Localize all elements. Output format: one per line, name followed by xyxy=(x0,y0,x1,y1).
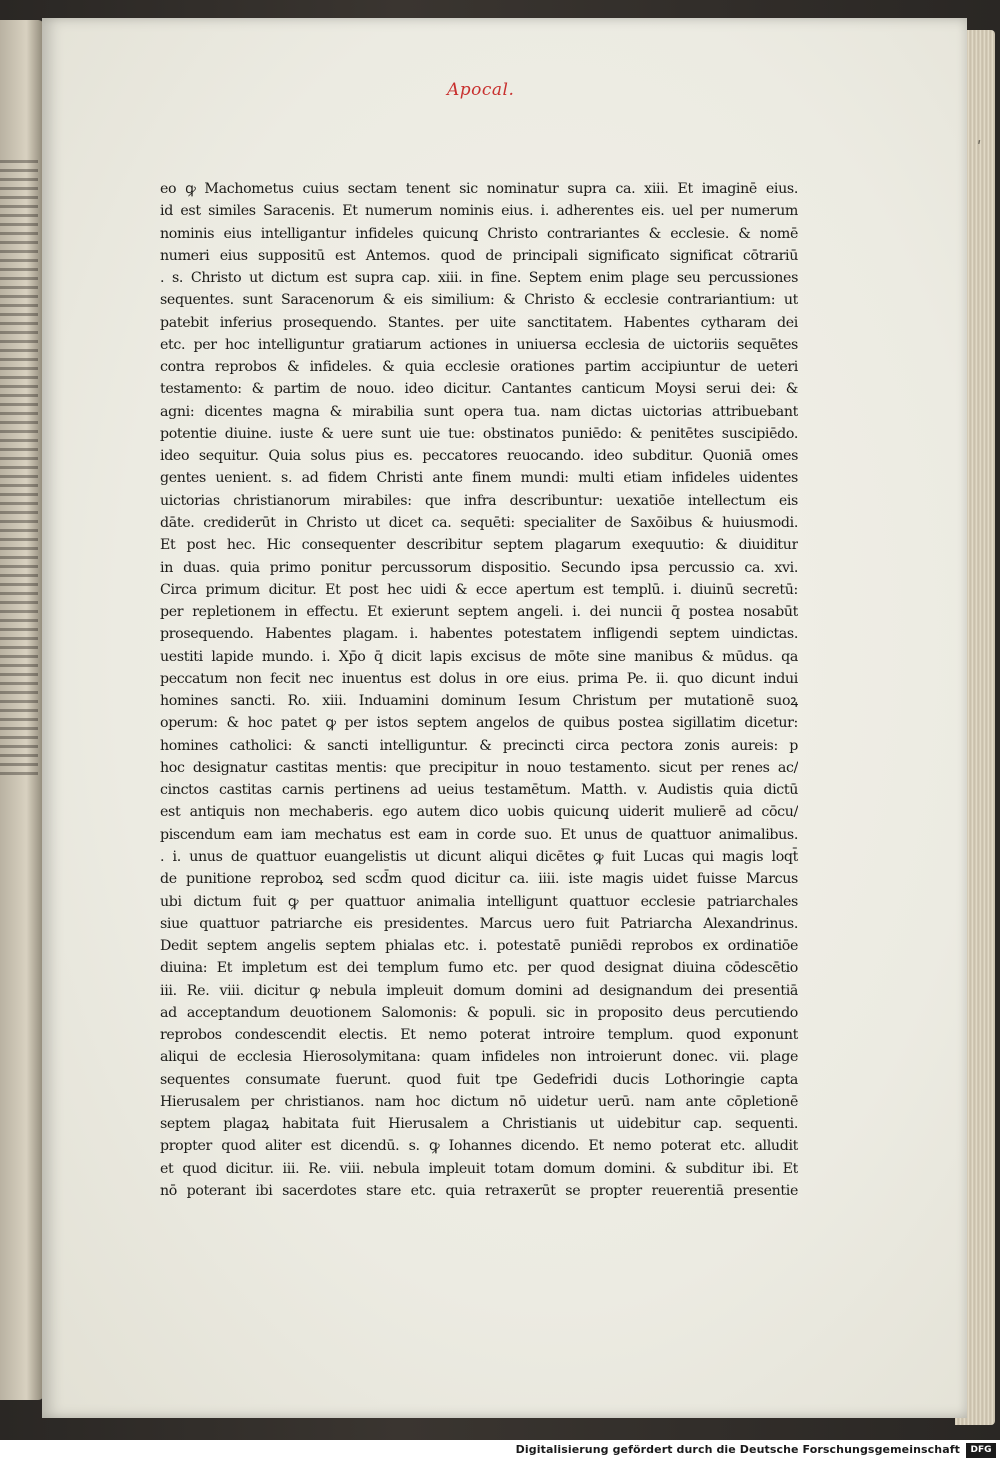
text-line: . i. unus de quattuor euangelistis ut dicunt aliqui dicētes ꝙ fuit Lucas qui magis loqt̄ xyxy=(160,848,798,865)
text-line: prosequendo. Habentes plagam. i. habentes potestatem infligendi septem uindictas. xyxy=(160,626,798,643)
text-line: id est similes Saracenis. Et numerum nominis eius. i. adherentes eis. uel per numerum xyxy=(160,203,798,220)
text-line: agni: dicentes magna & mirabilia sunt opera tua. nam dictas uictorias attribuebant xyxy=(160,403,798,420)
text-line: propter quod aliter est dicendū. s. ꝙ Iohannes dicendo. Et nemo poterat etc. alludit xyxy=(160,1138,798,1155)
text-line: dāte. crediderūt in Christo ut dicet ca. sequēti: specialiter de Saxōibus & huiusmodi. xyxy=(160,514,798,531)
text-line: piscendum eam iam mechatus est eam in corde suo. Et unus de quattuor animalibus. xyxy=(160,826,798,843)
text-line: et quod dicitur. iii. Re. viii. nebula impleuit totam domum domini. & subditur ibi. Et xyxy=(160,1160,798,1177)
running-head: Apocal. xyxy=(447,80,515,100)
text-line: ideo sequitur. Quia solus pius es. peccatores reuocando. ideo subditur. Quoniā omes xyxy=(160,448,798,465)
facing-page-text-bleed xyxy=(0,160,38,780)
text-line: uictorias christianorum mirabiles: que infra describuntur: uexatiōe intellectum eis xyxy=(160,492,798,509)
text-line: . s. Christo ut dictum est supra cap. xiii. in fine. Septem enim plage seu percussiones xyxy=(160,270,798,287)
text-line: testamento: & partim de nouo. ideo dicitur. Cantantes canticum Moysi serui dei: & xyxy=(160,381,798,398)
text-line: hoc designatur castitas mentis: que precipitur in nouo testamento. sicut per renes ac/ xyxy=(160,759,798,776)
body-text xyxy=(160,178,798,1202)
text-line: de punitione reproboꝝ sed scd̄m quod dicitur ca. iiii. iste magis uidet fuisse Marcus xyxy=(160,871,798,888)
text-line: patebit inferius prosequendo. Stantes. per uite sanctitatem. Habentes cytharam dei xyxy=(160,314,798,331)
text-line: operum: & hoc patet ꝙ per istos septem angelos de quibus postea sigillatim dicetur: xyxy=(160,715,798,732)
funding-credit: Digitalisierung gefördert durch die Deutsche Forschungsgemeinschaft xyxy=(515,1443,960,1456)
text-line: nominis eius intelligantur infideles quicunq̧ Christo contrariantes & ecclesie. & nomē xyxy=(160,225,798,242)
footer-bar xyxy=(0,1440,1000,1461)
text-line: sequentes consumate fuerunt. quod fuit tpe Gedefridi ducis Lothoringie capta xyxy=(160,1071,798,1088)
facing-page-edge xyxy=(0,20,44,1400)
text-line: nō poterant ibi sacerdotes stare etc. quia retraxerūt se propter reuerentiā presentie xyxy=(160,1182,798,1199)
text-line: est antiquis non mechaberis. ego autem dico uobis quicunq̧ uiderit mulierē ad cōcu/ xyxy=(160,804,798,821)
text-line: Hierusalem per christianos. nam hoc dictum nō uidetur uerū. nam ante cōpletionē xyxy=(160,1093,798,1110)
text-line: sequentes. sunt Saracenorum & eis similium: & Christo & ecclesie contrariantium: ut xyxy=(160,292,798,309)
text-line: ad acceptandum deuotionem Salomonis: & populi. sic in proposito deus percutiendo xyxy=(160,1004,798,1021)
dfg-logo: DFG xyxy=(966,1443,996,1458)
text-line: aliqui de ecclesia Hierosolymitana: quam infideles non introierunt donec. vii. plage xyxy=(160,1049,798,1066)
text-line: reprobos condescendit electis. Et nemo poterat introire templum. quod exponunt xyxy=(160,1027,798,1044)
text-line: gentes uenient. s. ad fidem Christi ante finem mundi: multi etiam infideles uidentes xyxy=(160,470,798,487)
text-line: potentie diuine. iuste & uere sunt uie tue: obstinatos puniēdo: & penitētes suscipiēdo. xyxy=(160,425,798,442)
text-line: septem plagaꝝ habitata fuit Hierusalem a Christianis ut uidebitur cap. sequenti. xyxy=(160,1116,798,1133)
text-line: ubi dictum fuit ꝙ per quattuor animalia intelligunt quattuor ecclesie patriarchales xyxy=(160,893,798,910)
text-line: iii. Re. viii. dicitur ꝙ nebula impleuit domum domini ad designandum dei presentiā xyxy=(160,982,798,999)
text-line: Dedit septem angelis septem phialas etc. i. potestatē puniēdi reprobos ex ordinatiōe xyxy=(160,938,798,955)
book-page xyxy=(42,18,982,1418)
text-line: numeri eius suppositū est Antemos. quod de principali significato significat cōtrariū xyxy=(160,247,798,264)
text-line: etc. per hoc intelliguntur gratiarum actiones in uniuersa ecclesia de uictoriis sequētes xyxy=(160,336,798,353)
text-line: diuina: Et impletum est dei templum fumo etc. per quod designat diuina cōdescētio xyxy=(160,960,798,977)
margin-mark: ʹ xyxy=(977,138,982,157)
text-line: uestiti lapide mundo. i. Xp̄o q̄ dicit lapis excisus de mōte sine manibus & mūdus. qa xyxy=(160,648,798,665)
text-line: Et post hec. Hic consequenter describitur septem plagarum exequutio: & diuiditur xyxy=(160,537,798,554)
text-line: peccatum non fecit nec inuentus est dolus in ore eius. prima Pe. ii. quo dicunt indui xyxy=(160,670,798,687)
text-line: cinctos castitas carnis pertinens ad ueius testamētum. Matth. v. Audistis quia dictū xyxy=(160,782,798,799)
text-line: eo ꝙ Machometus cuius sectam tenent sic nominatur supra ca. xiii. Et imaginē eius. xyxy=(160,181,798,197)
text-line: siue quattuor patriarche eis presidentes. Marcus uero fuit Patriarcha Alexandrinus. xyxy=(160,915,798,932)
text-line: homines sancti. Ro. xiii. Induamini dominum Iesum Christum per mutationē suoꝝ xyxy=(160,693,798,710)
text-line: homines catholici: & sancti intelliguntur. & precincti circa pectora zonis aureis: p xyxy=(160,737,798,754)
text-line: in duas. quia primo ponitur percussorum dispositio. Secundo ipsa percussio ca. xvi. xyxy=(160,559,798,576)
text-line: Circa primum dicitur. Et post hec uidi & ecce apertum est templū. i. diuinū secretū: xyxy=(160,581,798,598)
text-line: per repletionem in effectu. Et exierunt septem angeli. i. dei nuncii q̄ postea nosabūt xyxy=(160,604,798,621)
text-line: contra reprobos & infideles. & quia ecclesie orationes partim accipiuntur de ueteri xyxy=(160,359,798,376)
